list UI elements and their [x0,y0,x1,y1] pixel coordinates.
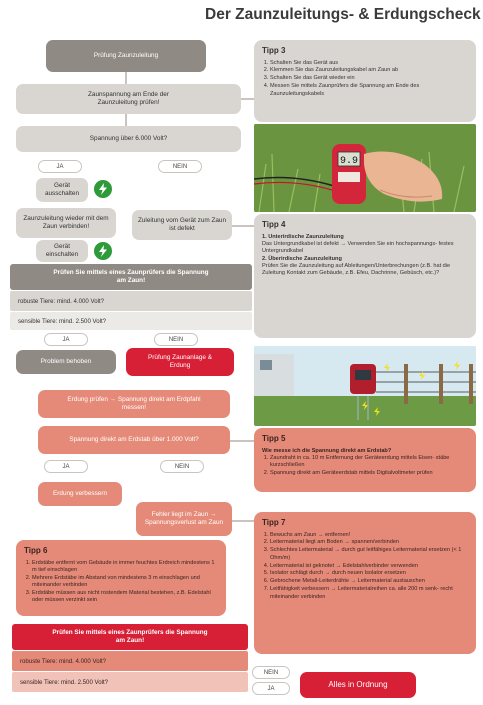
connector-tipp3 [241,98,254,100]
tipp6-item: 3. Erdstäbe müssen aus nicht rostendem Material bestehen, z.B. Edelstahl oder müssen verzinkt sein [32,590,218,605]
tipp7-panel [254,512,476,654]
measure-end-label: Zaunspannung am Ende der Zaunzuleitung prüfen! [87,91,169,106]
check-tester2-label: Prüfen Sie mittels eines Zaunprüfers die Spannung am Zaun! [52,629,208,644]
device-off-box [36,178,88,202]
improve-box [38,482,122,506]
sensitive-label: sensible Tiere: mind. 2.500 Volt? [18,317,107,325]
connector-tipp7 [232,520,254,522]
ja-pill-2 [44,333,88,346]
ja-label-3: JA [62,463,70,470]
tipp3-panel [254,40,476,122]
tipp6-panel [16,540,226,616]
sensitive-label-2: sensible Tiere: mind. 2.500 Volt? [20,678,109,686]
defect-box [132,210,232,240]
nein-pill-3 [160,460,204,473]
earth-check-box [38,390,230,418]
improve-label: Erdung verbessern [53,490,107,497]
tipp7-item: 7. Leitfähigkeit verbessern → Leitermaterialreihen ca. alle 200 m senk- recht miteinander verbinden [270,586,468,601]
tipp3-item: 3. Schalten Sie das Gerät wieder ein [270,75,468,82]
tipp3-item: 1. Schalten Sie das Gerät aus [270,60,468,67]
ja-label: JA [56,163,64,170]
tester-display: 9.9 [339,156,359,167]
tipp5-panel [254,428,476,492]
tipp5-item: 1. Zaundraht in ca. 10 m Entfernung der Geräteerdung mittels Eisen- stäbe kurzschließen [270,455,468,470]
nein-label: NEIN [172,163,188,170]
tipp7-item: 6. Gebrochene Metall-Leiterdrähte → Leitermaterial austauschen [270,578,468,585]
power-on-icon [94,242,112,260]
page-title: Der Zaunzuleitungs- & Erdungscheck [205,6,481,23]
check-ground-label: Prüfung Zaunanlage & Erdung [148,354,212,369]
earth-check-label: Erdung prüfen → Spannung direkt am Erdpfahl messen! [67,396,201,411]
connect-fence-label: Zaunzuleitung wieder mit dem Zaun verbinden! [23,215,109,230]
tipp3-heading: Tipp 3 [262,46,286,55]
nein-label-3: NEIN [174,463,190,470]
ja-label-2: JA [62,336,70,343]
nein-label-4: NEIN [263,669,279,676]
robust-row [10,291,252,311]
tipp5-question: Wie messe ich die Spannung direkt am Erdstab? [262,447,392,454]
connector-tipp4 [232,225,254,227]
tipp7-item: 4. Leitermaterial ist geknotet → Edelstahlverbinder verwenden [270,563,468,570]
check-tester-label: Prüfen Sie mittels eines Zaunprüfers die Spannung am Zaun! [53,269,209,284]
device-on-label: Gerät einschalten [45,243,79,258]
ja-pill-3 [44,460,88,473]
tipp7-item: 5. Isolator schlägt durch → durch neuen Isolator ersetzen [270,570,468,577]
tipp3-item: 4. Messen Sie mittels Zaunprüfers die Spannung am Ende des Zaunzuleitungskabels [270,83,468,98]
connect-fence-box [16,208,116,238]
tipp7-item: 3. Schlechtes Leitermaterial → durch gut leitfähiges Leitermaterial ersetzen (< 1 Ohm/m) [270,547,468,562]
tipp4-text1: Das Untergrundkabel ist defekt → Verwenden Sie ein hochspannungs- festes Untergrundkabel [262,240,454,255]
nein-pill-2 [154,333,198,346]
robust-label: robuste Tiere: mind. 4.000 Volt? [18,297,105,305]
all-ok-box [300,672,416,698]
tipp5-item: 2. Spannung direkt am Geräteerdstab mittels Digitalvoltmeter prüfen [270,470,468,477]
ja-pill-4 [252,682,290,695]
nein-label-2: NEIN [168,336,184,343]
tipp7-item: 2. Leitermaterial liegt am Boden → spannen/verbinden [270,539,468,546]
start-label: Prüfung Zaunzuleitung [93,52,159,59]
sensitive-row [10,312,252,330]
question-6000-label: Spannung über 6.000 Volt? [89,135,168,142]
nein-pill [158,160,202,173]
tipp7-heading: Tipp 7 [262,518,286,527]
power-off-icon [94,180,112,198]
robust-label-2: robuste Tiere: mind. 4.000 Volt? [20,657,107,665]
ja-label-4: JA [267,685,275,692]
question-6000-box [16,126,241,152]
fault-label: Fehler liegt im Zaun → Spannungsverlust am Zaun [144,511,224,526]
fence-illustration [254,346,476,426]
tipp4-text2: Prüfen Sie die Zaunzuleitung auf Ableitungen/Unterbrechungen (z.B. hat die Zuleitung Kontakt zum Gebäude, z.B. Efeu, Dachrinne, Gebüsch, etc.)? [262,263,451,277]
tipp6-item: 1. Erdstäbe entfernt vom Gebäude in immer feuchtes Erdreich mindestens 1 m tief einschlagen [32,560,218,575]
tester-photo [254,124,476,212]
tipp4-panel [254,214,476,338]
all-ok-label: Alles in Ordnung [328,680,388,689]
check-tester-header [10,264,252,290]
connector [125,114,127,126]
device-off-label: Gerät ausschalten [44,182,80,197]
tipp5-heading: Tipp 5 [262,434,286,443]
check-tester2-header [12,624,248,650]
defect-label: Zuleitung vom Gerät zum Zaun ist defekt [137,217,227,232]
tipp6-item: 2. Mehrere Erdstäbe im Abstand von mindestens 3 m einschlagen und miteinander verbinden [32,575,218,590]
question-1000-box [38,426,230,454]
solved-box [16,350,116,374]
connector-tipp5 [230,440,254,442]
device-on-box [36,240,88,262]
tipp4-sub1: 1. Unterirdische Zaunzuleitung [262,233,344,240]
tipp3-item: 2. Klemmen Sie das Zaunzuleitungskabel am Zaun ab [270,67,468,74]
tipp7-item: 1. Bewuchs am Zaun → entfernen! [270,532,468,539]
robust-row-2 [12,651,248,671]
check-ground-box [126,348,234,376]
sensitive-row-2 [12,672,248,692]
solved-label: Problem behoben [40,358,92,365]
tipp6-heading: Tipp 6 [24,546,48,555]
ja-pill [38,160,82,173]
measure-end-box [16,84,241,114]
nein-pill-4 [252,666,290,679]
fault-box [136,502,232,536]
question-1000-label: Spannung direkt am Erdstab über 1.000 Volt? [69,436,199,443]
tipp4-heading: Tipp 4 [262,220,286,229]
tipp4-sub2: 2. Überirdische Zaunzuleitung [262,255,342,262]
connector [125,72,127,84]
start-box [46,40,206,72]
